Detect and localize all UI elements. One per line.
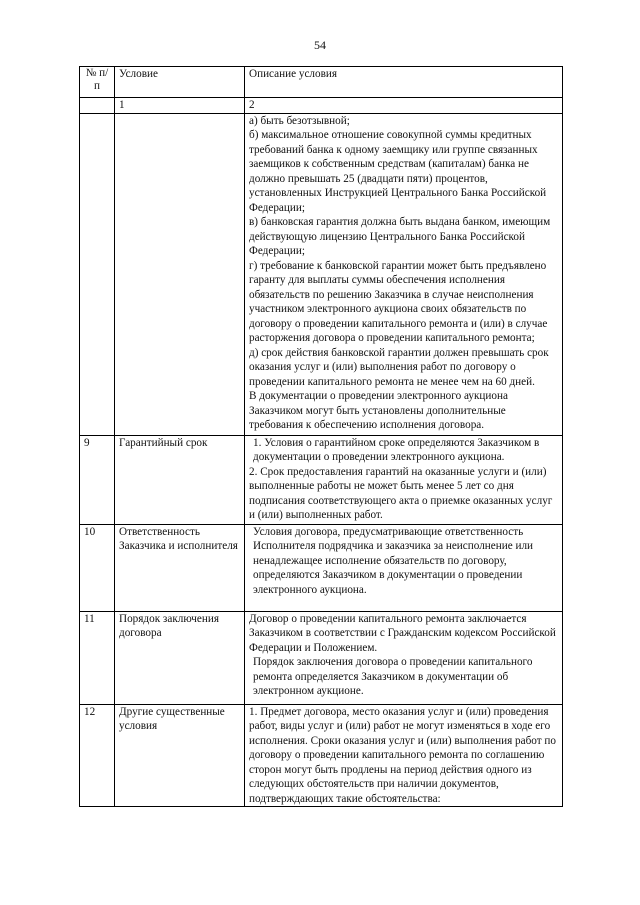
- row-description: [245, 611, 563, 704]
- row-condition: Гарантийный срок: [115, 435, 245, 524]
- index-cell-1: 1: [115, 98, 245, 114]
- row-condition: Ответственность Заказчика и исполнителя: [115, 524, 245, 611]
- header-number: № п/п: [80, 67, 115, 98]
- row-description: [245, 435, 563, 524]
- description-paragraph: а) быть безотзывной;: [249, 114, 350, 127]
- row-description: [245, 704, 563, 807]
- description-paragraph: Условия договора, предусматривающие ответственность Исполнителя подрядчика и заказчика за неисполнение или ненадлежащее исполнение обязательств по договору, определяются Заказчиком в документации о проведении электронного аукциона.: [253, 525, 534, 596]
- row-description: [245, 113, 563, 435]
- row-condition: Другие существенные условия: [115, 704, 245, 807]
- description-paragraph: г) требование к банковской гарантии может быть предъявлено гаранту для выплаты суммы обеспечения исполнения обязательств по решению Заказчика в случае неисполнения участником электронного аукциона своих обязательств по договору о проведении капитального ремонта и (или) в случае расторжения договора о проведении капитального ремонта;: [249, 259, 548, 344]
- description-paragraph: д) срок действия банковской гарантии должен превышать срок оказания услуг и (или) выполнения работ по договору о проведении капитального ремонта не менее чем на 60 дней.: [249, 346, 549, 388]
- row-number: 12: [80, 704, 115, 807]
- table-row: [80, 524, 563, 611]
- table-row: [80, 611, 563, 704]
- description-paragraph: 2. Срок предоставления гарантий на оказанные услуги и (или) выполненные работы не может быть менее 5 лет со дня подписания соответствующего акта о приемке оказанных услуг и (или) выполненных работ.: [249, 465, 553, 521]
- description-paragraph: б) максимальное отношение совокупной суммы кредитных требований банка к одному заемщику или группе связанных заемщиков к собственным средствам (капиталам) банка не должно превышать 25 (двадцати пяти) процентов, установленных Инструкцией Центрального Банка Российской Федерации;: [249, 129, 547, 214]
- index-cell-0: [80, 98, 115, 114]
- row-condition: [115, 113, 245, 435]
- table-row: [80, 435, 563, 524]
- description-paragraph: В документации о проведении электронного аукциона Заказчиком могут быть установлены дополнительные требования к обеспечению исполнения договора.: [249, 390, 508, 431]
- description-paragraph: 1. Предмет договора, место оказания услуг и (или) проведения работ, виды услуг и (или) работ не могут изменяться в ходе его исполнения. Сроки оказания услуг и (или) выполнения работ по договору о проведении капитального ремонта по соглашению сторон могут быть продлены на период действия одного из следующих обстоятельств при наличии документов, подтверждающих такие обстоятельства:: [249, 705, 556, 805]
- header-description: Описание условия: [245, 67, 563, 98]
- description-paragraph: Договор о проведении капитального ремонта заключается Заказчиком в соответствии с Гражданским кодексом Российской Федерации и Положением.: [249, 612, 556, 654]
- header-condition: Условие: [115, 67, 245, 98]
- row-number: 11: [80, 611, 115, 704]
- row-number: 10: [80, 524, 115, 611]
- page-number: 54: [314, 38, 326, 52]
- table-row: [80, 704, 563, 807]
- row-number: [80, 113, 115, 435]
- index-cell-2: 2: [245, 98, 563, 114]
- description-paragraph: 1. Условия о гарантийном сроке определяются Заказчиком в документации о проведении электронного аукциона.: [253, 436, 540, 463]
- row-condition: Порядок заключения договора: [115, 611, 245, 704]
- description-paragraph: Порядок заключения договора о проведении капитального ремонта определяется Заказчиком в документации об электронном аукционе.: [253, 656, 533, 697]
- table-header-row: [80, 67, 563, 98]
- row-description: [245, 524, 563, 611]
- conditions-table: [79, 66, 563, 807]
- table-row: [80, 113, 563, 435]
- column-index-row: [80, 98, 563, 114]
- description-paragraph: в) банковская гарантия должна быть выдана банком, имеющим действующую лицензию Центрального Банка Российской Федерации;: [249, 216, 551, 257]
- row-number: 9: [80, 435, 115, 524]
